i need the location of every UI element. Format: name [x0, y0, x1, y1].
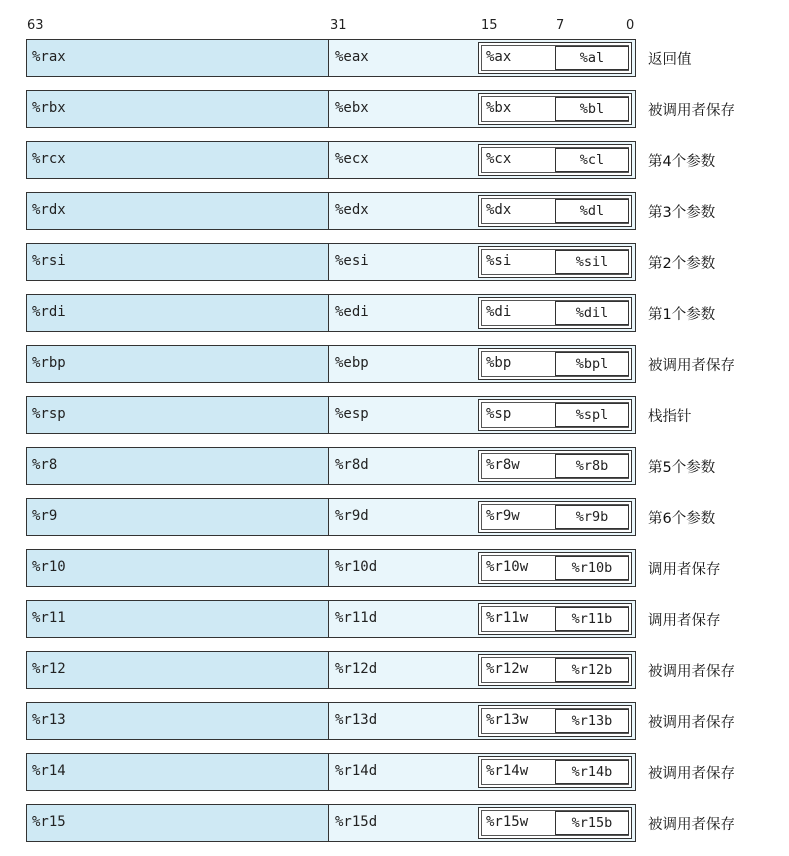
- register-usage-label: 第2个参数: [648, 256, 716, 272]
- register-16bit-name: %sp: [486, 406, 512, 422]
- register-8bit-name: %r9b: [575, 509, 609, 525]
- register-32bit-name: %esi: [335, 253, 369, 269]
- register-16bit-name: %di: [486, 304, 512, 320]
- register-16bit-name: %r9w: [486, 508, 520, 524]
- register-usage-label: 第5个参数: [648, 460, 716, 476]
- bit-label-7: 7: [556, 18, 565, 33]
- register-row: [0, 243, 789, 281]
- register-32bit-name: %r9d: [335, 508, 369, 524]
- register-32bit-name: %r12d: [335, 661, 378, 677]
- register-row: [0, 192, 789, 230]
- register-64bit-name: %rsi: [32, 253, 66, 269]
- register-64bit-name: %r10: [32, 559, 66, 575]
- register-usage-label: 调用者保存: [648, 562, 721, 578]
- bit-label-63: 63: [27, 18, 44, 33]
- register-32bit-name: %edx: [335, 202, 369, 218]
- register-row: [0, 498, 789, 536]
- register-8bit-name: %bl: [579, 101, 605, 117]
- register-16bit-name: %r8w: [486, 457, 520, 473]
- register-8bit-name: %r14b: [571, 764, 613, 780]
- register-64bit-name: %r14: [32, 763, 66, 779]
- register-64bit-name: %r13: [32, 712, 66, 728]
- register-64bit-name: %rdx: [32, 202, 66, 218]
- register-row: [0, 345, 789, 383]
- register-32bit-name: %edi: [335, 304, 369, 320]
- register-row: [0, 90, 789, 128]
- register-8bit-name: %cl: [579, 152, 605, 168]
- register-16bit-name: %r14w: [486, 763, 529, 779]
- bit-label-0: 0: [626, 18, 635, 33]
- register-row: [0, 396, 789, 434]
- register-row: [0, 804, 789, 842]
- register-usage-label: 被调用者保存: [648, 664, 735, 680]
- register-usage-label: 被调用者保存: [648, 358, 735, 374]
- register-64bit-name: %rbx: [32, 100, 66, 116]
- register-row: [0, 447, 789, 485]
- register-16bit-name: %dx: [486, 202, 512, 218]
- register-usage-label: 第3个参数: [648, 205, 716, 221]
- register-32bit-name: %ebx: [335, 100, 369, 116]
- register-usage-label: 返回值: [648, 52, 692, 68]
- register-8bit-name: %r8b: [575, 458, 609, 474]
- register-64bit-name: %rax: [32, 49, 66, 65]
- register-32bit-name: %eax: [335, 49, 369, 65]
- register-64bit-name: %r11: [32, 610, 66, 626]
- register-8bit-name: %r12b: [571, 662, 613, 678]
- register-16bit-name: %r12w: [486, 661, 529, 677]
- register-8bit-name: %spl: [575, 407, 609, 423]
- register-row: [0, 651, 789, 689]
- register-8bit-name: %r13b: [571, 713, 613, 729]
- register-32bit-name: %r10d: [335, 559, 378, 575]
- register-8bit-name: %sil: [575, 254, 609, 270]
- register-usage-label: 被调用者保存: [648, 817, 735, 833]
- register-64bit-name: %rcx: [32, 151, 66, 167]
- register-row: [0, 141, 789, 179]
- register-32bit-name: %r14d: [335, 763, 378, 779]
- register-16bit-name: %ax: [486, 49, 512, 65]
- register-row: [0, 600, 789, 638]
- register-64bit-name: %r8: [32, 457, 58, 473]
- register-16bit-name: %si: [486, 253, 512, 269]
- register-row: [0, 549, 789, 587]
- register-16bit-name: %bx: [486, 100, 512, 116]
- register-usage-label: 被调用者保存: [648, 715, 735, 731]
- register-16bit-name: %r10w: [486, 559, 529, 575]
- register-usage-label: 第4个参数: [648, 154, 716, 170]
- register-64bit-name: %r15: [32, 814, 66, 830]
- register-usage-label: 第1个参数: [648, 307, 716, 323]
- register-8bit-name: %r11b: [571, 611, 613, 627]
- register-32bit-name: %ecx: [335, 151, 369, 167]
- register-32bit-name: %r11d: [335, 610, 378, 626]
- register-row: [0, 702, 789, 740]
- register-32bit-name: %ebp: [335, 355, 369, 371]
- register-64bit-name: %rsp: [32, 406, 66, 422]
- register-usage-label: 第6个参数: [648, 511, 716, 527]
- register-16bit-name: %cx: [486, 151, 512, 167]
- register-8bit-name: %r15b: [571, 815, 613, 831]
- register-usage-label: 被调用者保存: [648, 103, 735, 119]
- register-16bit-name: %r11w: [486, 610, 529, 626]
- register-64bit-name: %rbp: [32, 355, 66, 371]
- register-usage-label: 被调用者保存: [648, 766, 735, 782]
- register-row: [0, 39, 789, 77]
- register-8bit-name: %bpl: [575, 356, 609, 372]
- register-8bit-name: %al: [579, 50, 605, 66]
- bit-label-15: 15: [481, 18, 498, 33]
- register-usage-label: 调用者保存: [648, 613, 721, 629]
- register-8bit-name: %dl: [579, 203, 605, 219]
- register-16bit-name: %r15w: [486, 814, 529, 830]
- register-usage-label: 栈指针: [648, 409, 692, 425]
- register-8bit-name: %r10b: [571, 560, 613, 576]
- register-16bit-name: %r13w: [486, 712, 529, 728]
- register-64bit-name: %rdi: [32, 304, 66, 320]
- register-64bit-name: %r9: [32, 508, 58, 524]
- bit-label-31: 31: [330, 18, 347, 33]
- register-32bit-name: %r13d: [335, 712, 378, 728]
- register-32bit-name: %esp: [335, 406, 369, 422]
- register-32bit-name: %r15d: [335, 814, 378, 830]
- register-16bit-name: %bp: [486, 355, 512, 371]
- register-8bit-name: %dil: [575, 305, 609, 321]
- register-32bit-name: %r8d: [335, 457, 369, 473]
- register-64bit-name: %r12: [32, 661, 66, 677]
- register-row: [0, 753, 789, 791]
- register-row: [0, 294, 789, 332]
